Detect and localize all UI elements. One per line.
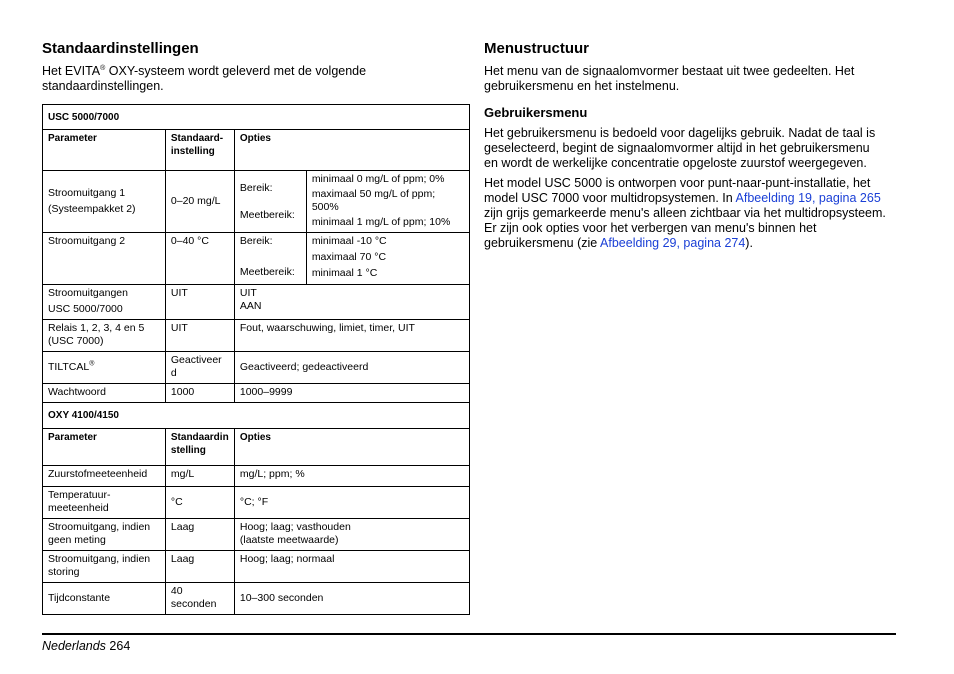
table-row: Stroomuitgang 1 (Systeempakket 2) 0–20 mg/L Bereik: Meetbereik: minimaal 0 mg/L of ppm; 0% maximaal 50 mg/L of ppm; 500% minimaal 1 mg/L of ppm; 10% [43,171,470,233]
table-header: Opties [234,130,469,171]
table-row: Stroomuitgang, indien storing Laag Hoog; laag; normaal [43,551,470,583]
page-footer [42,639,130,653]
table-row: Stroomuitgang 2 0–40 °C Bereik: Meetbereik: minimaal -10 °C maximaal 70 °C minimaal 1 °C [43,233,470,285]
model-paragraph: model USC 7000 voor multidropsystemen. In Afbeelding 19, pagina 265 zijn grijs gemarkeerde menu's alleen zichtbaar via het multidropsysteem. Er zijn ook opties voor het verbergen van menu's binnen het gebruikersmenu (zie Afbeelding 29, pagina 274). [484,191,886,250]
subsection-title-gebruikersmenu: Gebruikersmenu [484,105,588,120]
section-title-standaardinstellingen: Standaardinstellingen [42,40,199,57]
link-afbeelding-19[interactable]: Afbeelding 19, pagina 265 [735,191,881,205]
intro-paragraph: Het EVITA® OXY-systeem wordt geleverd met de volgende standaardinstellingen. [42,64,367,93]
table-row: Tijdconstante 40 seconden 10–300 seconden [43,583,470,615]
footer-divider [42,633,896,635]
table-row: Stroomuitgang, indien geen meting Laag Hoog; laag; vasthouden (laatste meetwaarde) [43,519,470,551]
user-menu-paragraph: Het gebruikersmenu is bedoeld voor dagelijks gebruik. Nadat de taal is geselecteerd, begint de signaalomvormer altijd in het gebruikersmenu en wordt de werkelijke concentratie opgeloste zuurstof weergegeven. [484,126,876,170]
table-row: TILTCAL® Geactiveer d Geactiveerd; gedeactiveerd [43,352,470,384]
link-afbeelding-29[interactable]: Afbeelding 29, pagina 274 [600,236,746,250]
section-title-menustructuur: Menustructuur [484,40,589,57]
table-row: Relais 1, 2, 3, 4 en 5 (USC 7000) UIT Fout, waarschuwing, limiet, timer, UIT [43,320,470,352]
table-section-usc: USC 5000/7000 [43,105,470,130]
footer-language: Nederlands [42,639,106,653]
table-header: Parameter [43,429,166,466]
table-row: Temperatuur- meeteenheid °C °C; °F [43,487,470,519]
menu-intro-paragraph: Het menu van de signaalomvormer bestaat uit twee gedeelten. Het gebruikersmenu en het instelmenu. [484,64,855,93]
table-header: Opties [234,429,469,466]
default-settings-table [42,104,470,615]
model-paragraph-first-line: Het model USC 5000 is ontworpen voor punt-naar-punt-installatie, het [484,176,871,190]
table-header: Parameter [43,130,166,171]
table-row: Zuurstofmeeteenheid mg/L mg/L; ppm; % [43,466,470,487]
table-row: Wachtwoord 1000 1000–9999 [43,384,470,403]
page-number: 264 [109,639,131,653]
table-header: Standaardin stelling [165,429,234,466]
table-row: Stroomuitgangen USC 5000/7000 UIT UIT AAN [43,285,470,320]
table-section-oxy: OXY 4100/4150 [43,403,470,429]
table-header: Standaard- instelling [165,130,234,171]
